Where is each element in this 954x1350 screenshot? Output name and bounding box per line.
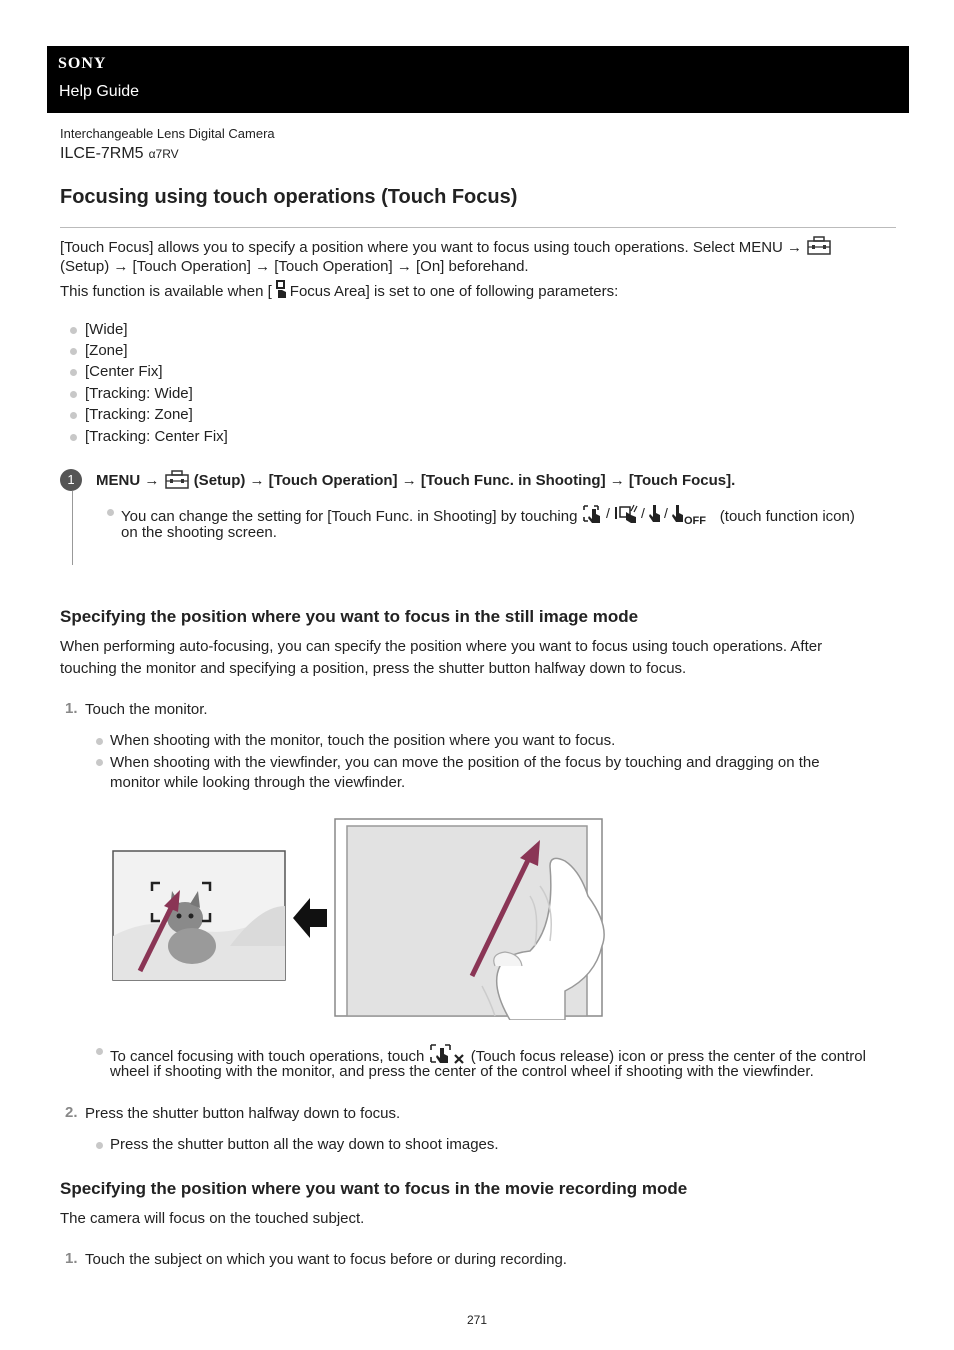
still-step-1-bullet-2b: monitor while looking through the viewfinder. xyxy=(110,774,406,791)
step-number: 1 xyxy=(60,469,82,491)
svg-text:/: / xyxy=(605,505,610,521)
svg-text:/: / xyxy=(663,505,668,521)
bullet-dot xyxy=(70,391,77,398)
model-code: ILCE-7RM5 xyxy=(60,145,144,162)
intro-text-3a: This function is available when [ xyxy=(60,282,272,300)
cancel-text-b: (Touch focus release) icon or press the center of the control xyxy=(470,1047,866,1065)
focus-area-item: [Wide] xyxy=(85,321,128,338)
bullet-dot xyxy=(70,369,77,376)
focus-area-item: [Tracking: Zone] xyxy=(85,406,193,423)
sony-logo: SONY xyxy=(58,55,107,72)
focus-area-item: [Tracking: Center Fix] xyxy=(85,428,228,445)
camera-monitor xyxy=(335,819,604,1020)
bullet-dot xyxy=(96,1048,103,1055)
bullet-dot xyxy=(96,759,103,766)
step-1-path: (Setup) → [Touch Operation] → [Touch Func. in Shooting] → [Touch Focus]. xyxy=(193,471,736,489)
intro-text-3b: Focus Area] is set to one of following parameters: xyxy=(289,282,619,300)
page-title: Focusing using touch operations (Touch Focus) xyxy=(60,186,518,208)
header-bar xyxy=(47,46,909,113)
step-divider xyxy=(72,491,73,565)
movie-mode-heading: Specifying the position where you want to focus in the movie recording mode xyxy=(60,1179,688,1198)
cancel-text-a: To cancel focusing with touch operations, touch xyxy=(110,1047,425,1065)
step-number: 2. xyxy=(65,1104,78,1121)
touch-focus-illustration xyxy=(110,816,610,1020)
product-line: Interchangeable Lens Digital Camera xyxy=(60,126,275,141)
focus-area-item: [Center Fix] xyxy=(85,363,163,380)
step-1-menu: MENU → xyxy=(96,471,160,489)
cancel-note-c: wheel if shooting with the monitor, and press the center of the control wheel if shooting with the viewfinder. xyxy=(110,1063,814,1080)
left-arrow-icon xyxy=(293,898,327,938)
bullet-dot xyxy=(70,327,77,334)
step-1-note-b: (touch function icon) xyxy=(719,507,855,525)
focus-area-item: [Zone] xyxy=(85,342,128,359)
still-step-1-bullet-1: When shooting with the monitor, touch the position where you want to focus. xyxy=(110,732,616,749)
step-number: 1. xyxy=(65,700,78,717)
still-p1: When performing auto-focusing, you can specify the position where you want to focus using touch operations. After xyxy=(60,638,823,655)
still-step-1: Touch the monitor. xyxy=(85,701,208,718)
bullet-dot xyxy=(70,348,77,355)
bullet-dot xyxy=(70,412,77,419)
help-guide-label: Help Guide xyxy=(59,83,140,100)
bullet-dot xyxy=(96,1142,103,1149)
svg-text:OFF: OFF xyxy=(683,515,706,525)
intro-text-1: [Touch Focus] allows you to specify a position where you want to focus using touch operations. Select MENU → xyxy=(60,238,803,256)
step-1-instruction xyxy=(96,469,735,493)
model-alt: α7RV xyxy=(148,147,179,161)
step-1-note-a: You can change the setting for [Touch Func. in Shooting] by touching xyxy=(121,507,578,525)
intro-line-2: (Setup) → [Touch Operation] → [Touch Operation] → [On] beforehand. xyxy=(60,258,529,275)
model-name xyxy=(60,145,179,163)
toolbox-icon xyxy=(164,469,190,493)
page-number: 271 xyxy=(466,1313,488,1327)
still-step-2-bullet: Press the shutter button all the way down to shoot images. xyxy=(110,1136,499,1153)
bullet-dot xyxy=(107,509,114,516)
still-mode-heading: Specifying the position where you want to focus in the still image mode xyxy=(60,607,639,626)
movie-p1: The camera will focus on the touched subject. xyxy=(60,1210,365,1227)
focus-area-icon xyxy=(272,278,290,306)
movie-step-1: Touch the subject on which you want to focus before or during recording. xyxy=(85,1251,567,1268)
focus-area-item: [Tracking: Wide] xyxy=(85,385,193,402)
viewfinder-image xyxy=(113,851,285,980)
svg-text:/: / xyxy=(640,505,645,521)
intro-line-3 xyxy=(60,278,618,306)
still-step-1-bullet-2a: When shooting with the viewfinder, you can move the position of the focus by touching and dragging on the xyxy=(110,754,820,771)
touch-function-icon xyxy=(582,503,716,531)
still-step-2: Press the shutter button halfway down to focus. xyxy=(85,1105,401,1122)
step-number: 1. xyxy=(65,1250,78,1267)
toolbox-icon xyxy=(806,235,832,261)
step-1-note-c: on the shooting screen. xyxy=(121,524,277,541)
still-p2: touching the monitor and specifying a position, press the shutter button halfway down to focus. xyxy=(60,660,687,677)
title-divider xyxy=(60,227,896,228)
bullet-dot xyxy=(70,434,77,441)
bullet-dot xyxy=(96,738,103,745)
